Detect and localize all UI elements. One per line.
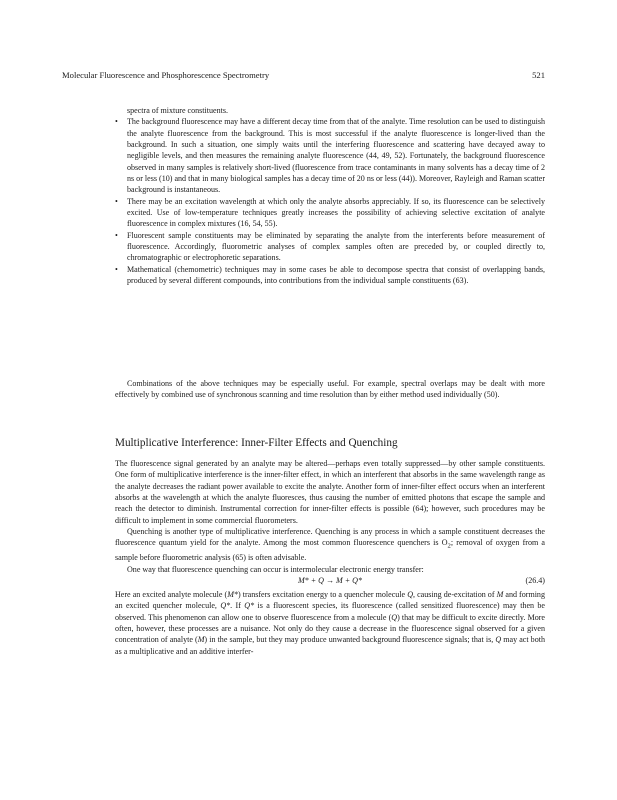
final-paragraph: Here an excited analyte molecule (M*) transfers excitation energy to a quencher molecule Q, causing de-excitation of M and forming an excited quencher molecule, Q*. If Q* is a fluorescent species, its fluorescence (called sensitized fluorescence) may then be observed. This phenomenon can allow one to observe fluorescence from a molecule (Q) that may be difficult to excite directly. More often, however, these processes are a nuisance. Not only do they cause a decrease in the fluorescence signal observed for a given concentration of analyte (M) in the sample, but they may produce unwanted background fluorescence signals; that is, Q may act both as a multiplicative and an additive interfer-: [115, 590, 546, 656]
combinations-paragraph: Combinations of the above techniques may be especially useful. For example, spectral overlaps may be dealt with more effectively by combined use of synchronous scanning and time resolution than by either method used individually (50).: [115, 379, 545, 400]
bullet-glyph: •: [115, 264, 118, 274]
bullet-item: [115, 116, 545, 195]
bullet-text: The background fluorescence may have a different decay time from that of the analyte. Time resolution can be used to distinguish the analyte fluorescence from the background. This is most successful if the analyte fluorescence is longer-lived than the background. In such a situation, one simply waits until the interfering fluorescence and scattering have decayed away to negligible levels, and then measures the remaining analyte fluorescence (44, 49, 52). Fortunately, the background fluorescence observed in many samples is relatively short-lived (fluorescence from trace contaminants in many solvents has a decay time of 2 ns or less (10) and that in many biological samples has a decay time of 20 ns or less (44)). Moreover, Rayleigh and Raman scatter background is instantaneous.: [127, 117, 545, 195]
bullet-glyph: •: [115, 230, 118, 240]
bullet-item: [115, 264, 545, 287]
bullet-item: [115, 196, 545, 230]
continuation-line: spectra of mixture constituents.: [127, 106, 229, 115]
bullet-text: Mathematical (chemometric) techniques may in some cases be able to decompose spectra that consist of overlapping bands, produced by several different compounds, into contributions from the individual sample constituents (63).: [127, 264, 545, 286]
bullet-glyph: •: [115, 117, 118, 127]
page-number: 521: [532, 70, 545, 80]
equation-text: M* + Q → M + Q*: [297, 576, 363, 586]
signal-paragraph: The fluorescence signal generated by an analyte may be altered—perhaps even totally suppressed—by other sample constituents. One form of multiplicative interference is the inner-filter effect, in which an interferent that absorbs in the same wavelength range as the analyte decreases the radiant power available to excite the analyte. Another form of inner-filter effect occurs when an interferent absorbs at the wavelength at which the analyte fluoresces, thus causing the number of emitted photons that escape the sample and reach the detector to diminish. Instrumental correction for inner-filter effects is possible (64); however, such procedures may be difficult to implement in some commercial fluorometers.: [115, 459, 545, 525]
bullet-item: [115, 230, 545, 264]
section-heading: Multiplicative Interference: Inner-Filter Effects and Quenching: [115, 437, 398, 449]
bullet-text: Fluorescent sample constituents may be eliminated by separating the analyte from the interferents before measurement of fluorescence. Accordingly, fluorometric analyses of complex samples often are preceded by, or coupled directly to, chromatographic or electrophoretic separations.: [127, 230, 545, 263]
running-title: Molecular Fluorescence and Phosphorescence Spectrometry: [62, 70, 270, 80]
energy-transfer-paragraph: One way that fluorescence quenching can occur is intermolecular electronic energy transfer:: [127, 564, 424, 574]
running-header: [62, 70, 545, 82]
bullet-list: [115, 116, 545, 286]
equation-number: (26.4): [525, 576, 545, 586]
combinations-block: [115, 378, 545, 401]
quenching-paragraph: Quenching is another type of multiplicative interference. Quenching is any process in which a sample constituent decreases the fluorescence quantum yield for the analyte. Among the most common fluorescence quenchers is $O_2$; removal of oxygen from a sample before fluorometric analysis (65) is often advisable.: [115, 527, 545, 563]
bullet-glyph: •: [115, 196, 118, 206]
equation-26-4: [115, 575, 545, 589]
bullet-text: There may be an excitation wavelength at which only the analyte absorbs appreciably. If so, its fluorescence can be selectively excited. Use of low-temperature techniques greatly increases the possibility of achieving selective excitation of analyte fluorescence in complex mixtures (16, 54, 55).: [127, 196, 545, 229]
main-text-block: [115, 458, 545, 657]
section-heading-block: [115, 436, 545, 450]
bullet-block: [115, 105, 545, 287]
